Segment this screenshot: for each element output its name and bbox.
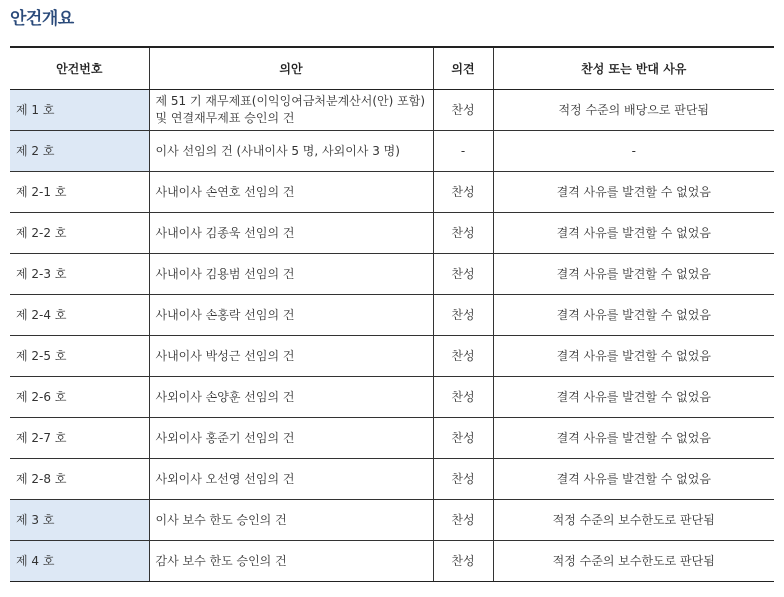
header-agenda-number: 안건번호: [10, 47, 149, 90]
header-reason: 찬성 또는 반대 사유: [493, 47, 774, 90]
opinion-cell: 찬성: [433, 459, 493, 500]
agenda-cell: 제 51 기 재무제표(이익잉여금처분계산서(안) 포함) 및 연결재무제표 승인의 건: [149, 90, 433, 131]
section-title: 안건개요: [10, 9, 74, 29]
reason-cell: 결격 사유를 발견할 수 없었음: [493, 213, 774, 254]
table-row: [10, 377, 774, 418]
reason-cell: -: [493, 131, 774, 172]
opinion-cell: 찬성: [433, 90, 493, 131]
agenda-cell: 감사 보수 한도 승인의 건: [149, 541, 433, 582]
agenda-number-cell: 제 2-8 호: [10, 459, 149, 500]
table-row: [10, 131, 774, 172]
agenda-number-cell: 제 2 호: [10, 131, 149, 172]
reason-cell: 결격 사유를 발견할 수 없었음: [493, 418, 774, 459]
reason-cell: 결격 사유를 발견할 수 없었음: [493, 459, 774, 500]
agenda-cell: 사외이사 홍준기 선임의 건: [149, 418, 433, 459]
agenda-number-cell: 제 4 호: [10, 541, 149, 582]
agenda-cell: 사내이사 김용범 선임의 건: [149, 254, 433, 295]
agenda-number-cell: 제 2-6 호: [10, 377, 149, 418]
table-row: [10, 500, 774, 541]
reason-cell: 적정 수준의 배당으로 판단됨: [493, 90, 774, 131]
reason-cell: 적정 수준의 보수한도로 판단됨: [493, 500, 774, 541]
opinion-cell: 찬성: [433, 418, 493, 459]
table-row: [10, 295, 774, 336]
opinion-cell: 찬성: [433, 377, 493, 418]
opinion-cell: 찬성: [433, 541, 493, 582]
table-row: [10, 172, 774, 213]
agenda-cell: 이사 보수 한도 승인의 건: [149, 500, 433, 541]
reason-cell: 결격 사유를 발견할 수 없었음: [493, 336, 774, 377]
agenda-number-cell: 제 3 호: [10, 500, 149, 541]
table-header-row: [10, 47, 774, 90]
agenda-cell: 사내이사 손연호 선임의 건: [149, 172, 433, 213]
table-row: [10, 213, 774, 254]
table-row: [10, 90, 774, 131]
agenda-number-cell: 제 2-5 호: [10, 336, 149, 377]
table-row: [10, 459, 774, 500]
agenda-cell: 사내이사 김종욱 선임의 건: [149, 213, 433, 254]
header-opinion: 의견: [433, 47, 493, 90]
reason-cell: 결격 사유를 발견할 수 없었음: [493, 254, 774, 295]
agenda-number-cell: 제 1 호: [10, 90, 149, 131]
opinion-cell: 찬성: [433, 172, 493, 213]
table-row: [10, 336, 774, 377]
opinion-cell: 찬성: [433, 336, 493, 377]
reason-cell: 적정 수준의 보수한도로 판단됨: [493, 541, 774, 582]
opinion-cell: 찬성: [433, 295, 493, 336]
reason-cell: 결격 사유를 발견할 수 없었음: [493, 377, 774, 418]
reason-cell: 결격 사유를 발견할 수 없었음: [493, 172, 774, 213]
agenda-number-cell: 제 2-4 호: [10, 295, 149, 336]
table-row: [10, 254, 774, 295]
agenda-number-cell: 제 2-3 호: [10, 254, 149, 295]
table-row: [10, 418, 774, 459]
reason-cell: 결격 사유를 발견할 수 없었음: [493, 295, 774, 336]
agenda-cell: 사외이사 손양훈 선임의 건: [149, 377, 433, 418]
opinion-cell: 찬성: [433, 500, 493, 541]
opinion-cell: -: [433, 131, 493, 172]
table-row: [10, 541, 774, 582]
header-agenda: 의안: [149, 47, 433, 90]
agenda-cell: 이사 선임의 건 (사내이사 5 명, 사외이사 3 명): [149, 131, 433, 172]
agenda-cell: 사내이사 박성근 선임의 건: [149, 336, 433, 377]
agenda-cell: 사외이사 오선영 선임의 건: [149, 459, 433, 500]
opinion-cell: 찬성: [433, 213, 493, 254]
agenda-cell: 사내이사 손홍락 선임의 건: [149, 295, 433, 336]
agenda-number-cell: 제 2-2 호: [10, 213, 149, 254]
opinion-cell: 찬성: [433, 254, 493, 295]
agenda-table: [10, 46, 774, 582]
agenda-number-cell: 제 2-1 호: [10, 172, 149, 213]
agenda-number-cell: 제 2-7 호: [10, 418, 149, 459]
